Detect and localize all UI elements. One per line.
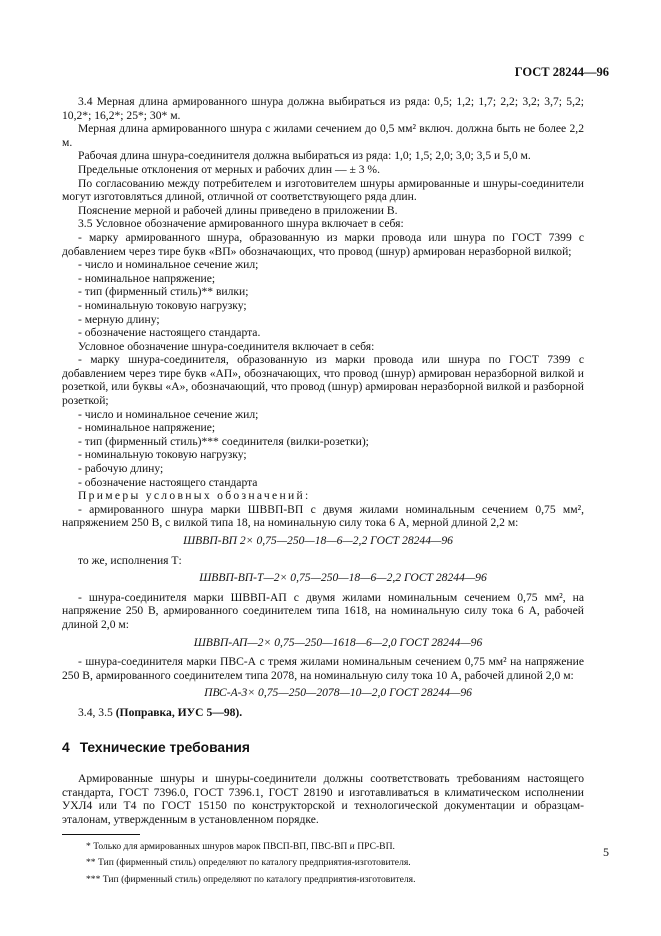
section-4-paragraph: Армированные шнуры и шнуры-соединители должны соответствовать требованиям настоящего стандарта, ГОСТ 7396.0, ГОСТ 7396.1, ГОСТ 28190 и изготавливаться в климатическом исполнении УХЛ4 или Т4 по ГОСТ 15150 по конструкторской и технологической документации и образцам-эталонам, утвержденным в установленном порядке.	[62, 772, 584, 826]
clause-3-4: 3.4 Мерная длина армированного шнура должна выбираться из ряда: 0,5; 1,2; 1,7; 2,2; 3,2; 3,7; 5,2; 10,2*; 16,2*; 25*; 30* м.	[62, 95, 584, 122]
list-item: - обозначение настоящего стандарта.	[78, 326, 261, 340]
list-item: - номинальную токовую нагрузку;	[78, 448, 247, 462]
section-heading	[62, 741, 584, 755]
paragraph: Пояснение мерной и рабочей длины приведено в приложении В.	[78, 203, 398, 217]
list-item: - тип (фирменный стиль)** вилки;	[78, 285, 249, 299]
list-item: - номинальное напряжение;	[78, 271, 216, 285]
paragraph: Предельные отклонения от мерных и рабочих длин — ± 3 %.	[78, 162, 380, 176]
list-item: - число и номинальное сечение жил;	[78, 407, 259, 421]
paragraph: Условное обозначение шнура-соединителя включает в себя:	[78, 339, 375, 353]
section-title: Технические требования	[79, 739, 250, 755]
paragraph: Рабочая длина шнура-соединителя должна выбираться из ряда: 1,0; 1,5; 2,0; 3,0; 3,5 и 5,0 м.	[78, 149, 531, 163]
amendment-clauses: 3.4, 3.5	[78, 705, 113, 719]
standard-id-header: ГОСТ 28244—96	[514, 65, 609, 79]
paragraph: По согласованию между потребителем и изготовителем шнуры армированные и шнуры-соединители могут изготовляться длиной, отличной от соответствующего ряда длин.	[62, 176, 584, 204]
amendment-reference	[62, 706, 584, 720]
designation-formula: ПВС-А-3× 0,75—250—2078—10—2,0 ГОСТ 28244—96	[204, 686, 472, 700]
examples-heading: Примеры условных обозначений:	[78, 489, 311, 503]
clause-3-5: 3.5 Условное обозначение армированного шнура включает в себя:	[78, 217, 404, 231]
list-item: - число и номинальное сечение жил;	[78, 258, 259, 272]
page-number: 5	[603, 845, 609, 859]
footnote: *** Тип (фирменный стиль) определяют по каталогу предприятия-изготовителя.	[86, 873, 416, 885]
designation-formula: ШВВП-ВП-Т—2× 0,75—250—18—6—2,2 ГОСТ 28244—96	[199, 571, 487, 585]
list-item: - номинальное напряжение;	[78, 421, 216, 435]
list-item: - тип (фирменный стиль)*** соединителя (вилки-розетки);	[78, 434, 369, 448]
list-item: - обозначение настоящего стандарта	[78, 475, 258, 489]
example-text: - шнура-соединителя марки ШВВП-АП с двумя жилами номинальным сечением 0,75 мм², на напряжение 250 В, армированного соединителем типа 1618, на номинальную силу тока 6 А, рабочей длиной 2,0 м:	[62, 590, 584, 631]
section-number: 4	[62, 739, 70, 755]
list-item: - марку шнура-соединителя, образованную из марки провода или шнура по ГОСТ 7399 с добавлением через тире букв «АП», обозначающих, что провод (шнур) армирован неразборной вилкой и розеткой, или буквы «А», обозначающий, что провод (шнур) армирован неразборной вилкой и разборной розеткой;	[62, 353, 584, 408]
example-text: - армированного шнура марки ШВВП-ВП с двумя жилами номинальным сечением 0,75 мм², напряжением 250 В, с вилкой типа 18, на номинальную силу тока 6 А, мерной длиной 2,2 м:	[62, 502, 584, 530]
designation-formula: ШВВП-АП—2× 0,75—250—1618—6—2,0 ГОСТ 28244—96	[193, 635, 483, 649]
list-item: - номинальную токовую нагрузку;	[78, 298, 247, 312]
page-content	[62, 95, 584, 890]
list-item: - мерную длину;	[78, 312, 160, 326]
example-text: то же, исполнения Т:	[78, 553, 182, 567]
example-text: - шнура-соединителя марки ПВС-А с тремя жилами номинальным сечением 0,75 мм² на напряжение 250 В, армированного соединителем типа 2078, на номинальную силу тока 10 А, рабочей длиной 2,0 м:	[62, 655, 584, 682]
list-item: - марку армированного шнура, образованную из марки провода или шнура по ГОСТ 7399 с добавлением через тире букв «ВП» обозначающих, что провод (шнур) армирован неразборной вилкой;	[62, 230, 584, 258]
footnote-separator	[62, 834, 140, 835]
paragraph: Мерная длина армированного шнура с жилами сечением до 0,5 мм² включ. должна быть не более 2,2 м.	[62, 122, 584, 149]
footnote: * Только для армированных шнуров марок ПВСП-ВП, ПВС-ВП и ПРС-ВП.	[86, 840, 395, 852]
footnote: ** Тип (фирменный стиль) определяют по каталогу предприятия-изготовителя.	[86, 857, 411, 869]
amendment-note: (Поправка, ИУС 5—98).	[115, 705, 243, 719]
list-item: - рабочую длину;	[78, 462, 164, 476]
designation-formula: ШВВП-ВП 2× 0,75—250—18—6—2,2 ГОСТ 28244—96	[183, 534, 453, 547]
